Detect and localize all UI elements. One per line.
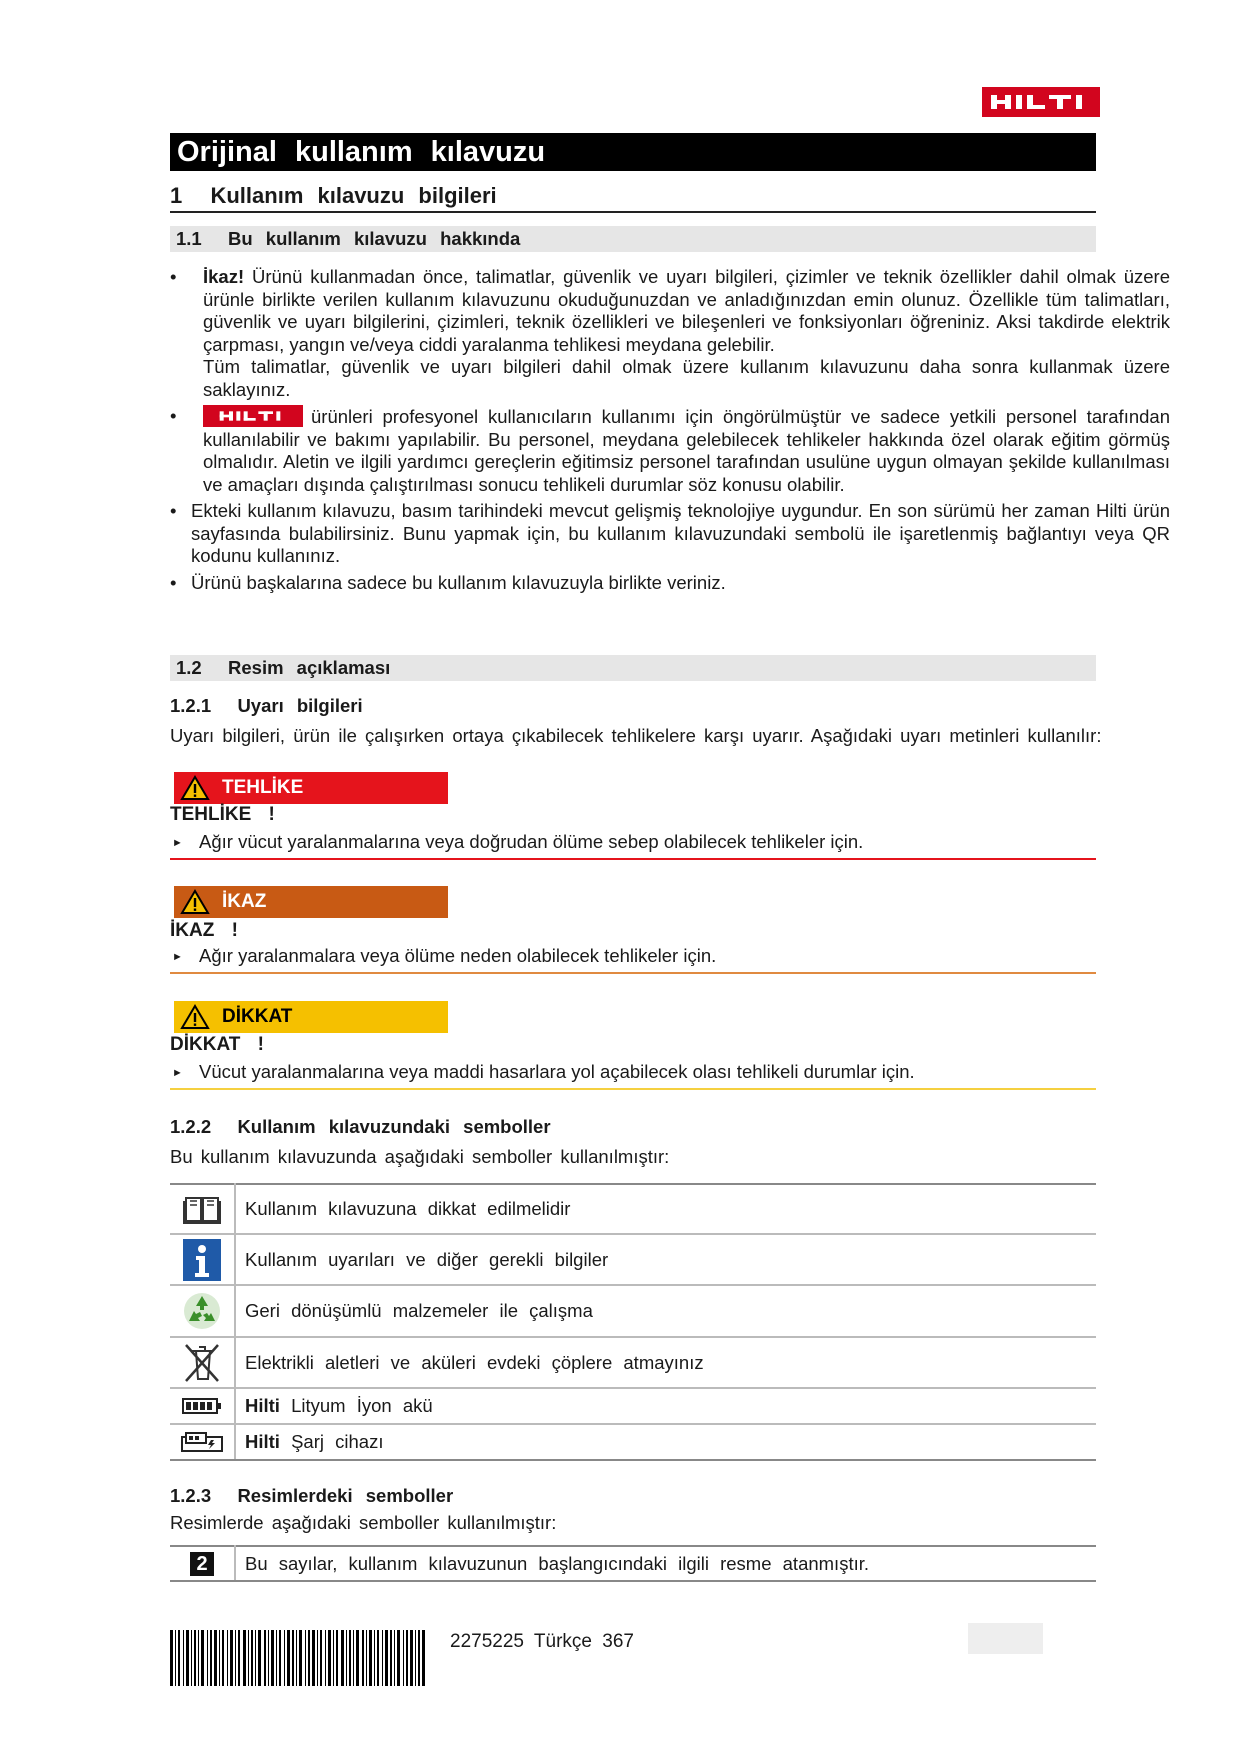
section-1-heading: 1 Kullanım kılavuzu bilgileri	[170, 183, 1096, 213]
footer-page-info: 2275225 Türkçe 367	[450, 1631, 634, 1652]
hilti-inline-logo	[203, 405, 303, 427]
list-item: • Ekteki kullanım kılavuzu, basım tarihindeki mevcut gelişmiş teknolojiye uygundur. En son sürümü her zaman Hilti ürün sayfasında bulabilirsiniz. Bunu yapmak için, bu kullanım kılavuzundaki sembolü ile işaretlenmiş bağlantıyı veya QR kodunu kullanınız.	[170, 500, 1170, 568]
table-row: Hilti Lityum İyon akü	[170, 1388, 1096, 1424]
caution-rule	[170, 1088, 1096, 1090]
table-row: Geri dönüşümlü malzemeler ile çalışma	[170, 1285, 1096, 1337]
hilti-logo	[982, 87, 1100, 117]
arrow-icon: ►	[172, 1067, 183, 1079]
section-1-2-2-heading: 1.2.2 Kullanım kılavuzundaki semboller	[170, 1116, 551, 1137]
figure-symbols-intro: Resimlerde aşağıdaki semboller kullanılmıştır:	[170, 1512, 557, 1533]
section-1-2-heading: 1.2 Resim açıklaması	[170, 655, 1096, 681]
footer-box	[968, 1623, 1043, 1654]
manual-book-icon	[170, 1184, 235, 1234]
warning-triangle-icon	[180, 889, 210, 915]
table-row: Elektrikli aletleri ve aküleri evdeki çöplere atmayınız	[170, 1337, 1096, 1388]
number-2-icon: 2	[170, 1546, 235, 1581]
arrow-icon: ►	[172, 951, 183, 963]
warning-label: İKAZ	[174, 886, 448, 918]
bullet-list	[170, 266, 1170, 598]
warning-title: İKAZ !	[170, 920, 238, 941]
barcode	[170, 1630, 426, 1686]
danger-rule	[170, 858, 1096, 860]
caution-text: ► Vücut yaralanmalarına veya maddi hasarlara yol açabilecek olası tehlikeli durumlar için.	[170, 1060, 1096, 1085]
figure-symbols-table	[170, 1545, 1096, 1582]
section-1-2-1-heading: 1.2.1 Uyarı bilgileri	[170, 695, 363, 716]
list-item: • İkaz! Ürünü kullanmadan önce, talimatlar, güvenlik ve uyarı bilgileri, çizimler ve teknik özellikler dahil olmak üzere ürünle birlikte verilen kullanım kılavuzunu okuduğunuzdan ve anladığınızdan emin olunuz. Özellikle tüm talimatları, güvenlik ve uyarı bilgilerini, çizimleri, teknik özellikleri ve bileşenleri ve fonksiyonları öğreniniz. Aksi takdirde elektrik çarpması, yangın ve/veya ciddi yaralanma tehlikesi meydana gelebilir. Tüm talimatlar, güvenlik ve uyarı bilgileri dahil olmak üzere kullanım kılavuzunu daha sonra kullanmak üzere saklayınız.	[170, 266, 1170, 401]
charger-icon	[170, 1424, 235, 1460]
section-1-2-3-heading: 1.2.3 Resimlerdeki semboller	[170, 1485, 454, 1506]
battery-icon	[170, 1388, 235, 1424]
symbols-intro: Bu kullanım kılavuzunda aşağıdaki semboller kullanılmıştır:	[170, 1146, 670, 1167]
info-icon	[170, 1234, 235, 1285]
danger-title: TEHLİKE !	[170, 804, 275, 825]
table-row: Kullanım kılavuzuna dikkat edilmelidir	[170, 1184, 1096, 1234]
table-row: Kullanım uyarıları ve diğer gerekli bilgiler	[170, 1234, 1096, 1285]
page-title: Orijinal kullanım kılavuzu	[170, 133, 1096, 171]
crossed-bin-icon	[170, 1337, 235, 1388]
section-1-1-heading: 1.1 Bu kullanım kılavuzu hakkında	[170, 226, 1096, 252]
caution-title: DİKKAT !	[170, 1034, 264, 1055]
warning-text: ► Ağır yaralanmalara veya ölüme neden olabilecek tehlikeler için.	[170, 944, 1096, 969]
warning-triangle-icon	[180, 1004, 210, 1030]
danger-label: TEHLİKE	[174, 772, 448, 804]
table-row: Hilti Şarj cihazı	[170, 1424, 1096, 1460]
warning-triangle-icon	[180, 775, 210, 801]
caution-label: DİKKAT	[174, 1001, 448, 1033]
arrow-icon: ►	[172, 837, 183, 849]
list-item: • ürünleri profesyonel kullanıcıların kullanımı için öngörülmüştür ve sadece yetkili personel tarafından kullanılabilir ve bakımı yapılabilir. Bu personel, meydana gelebilecek tehlikeler hakkında özel olarak eğitim görmüş olmalıdır. Aletin ve ilgili yardımcı gereçlerin eğitimsiz personel tarafından usulüne uygun olmayan şekilde kullanılması ve amaçları dışında çalıştırılması sonucu tehlikeli durumlar söz konusu olabilir.	[170, 405, 1170, 496]
list-item: • Ürünü başkalarına sadece bu kullanım kılavuzuyla birlikte veriniz.	[170, 572, 1170, 595]
symbols-table	[170, 1183, 1096, 1461]
danger-text: ► Ağır vücut yaralanmalarına veya doğrudan ölüme sebep olabilecek tehlikeler için.	[170, 830, 1096, 855]
warning-rule	[170, 972, 1096, 974]
warnings-intro: Uyarı bilgileri, ürün ile çalışırken ortaya çıkabilecek tehlikelere karşı uyarır. Aşağıdaki uyarı metinleri kullanılır:	[170, 725, 1102, 746]
recycle-icon	[170, 1285, 235, 1337]
table-row: 2 Bu sayılar, kullanım kılavuzunun başlangıcındaki ilgili resme atanmıştır.	[170, 1546, 1096, 1581]
